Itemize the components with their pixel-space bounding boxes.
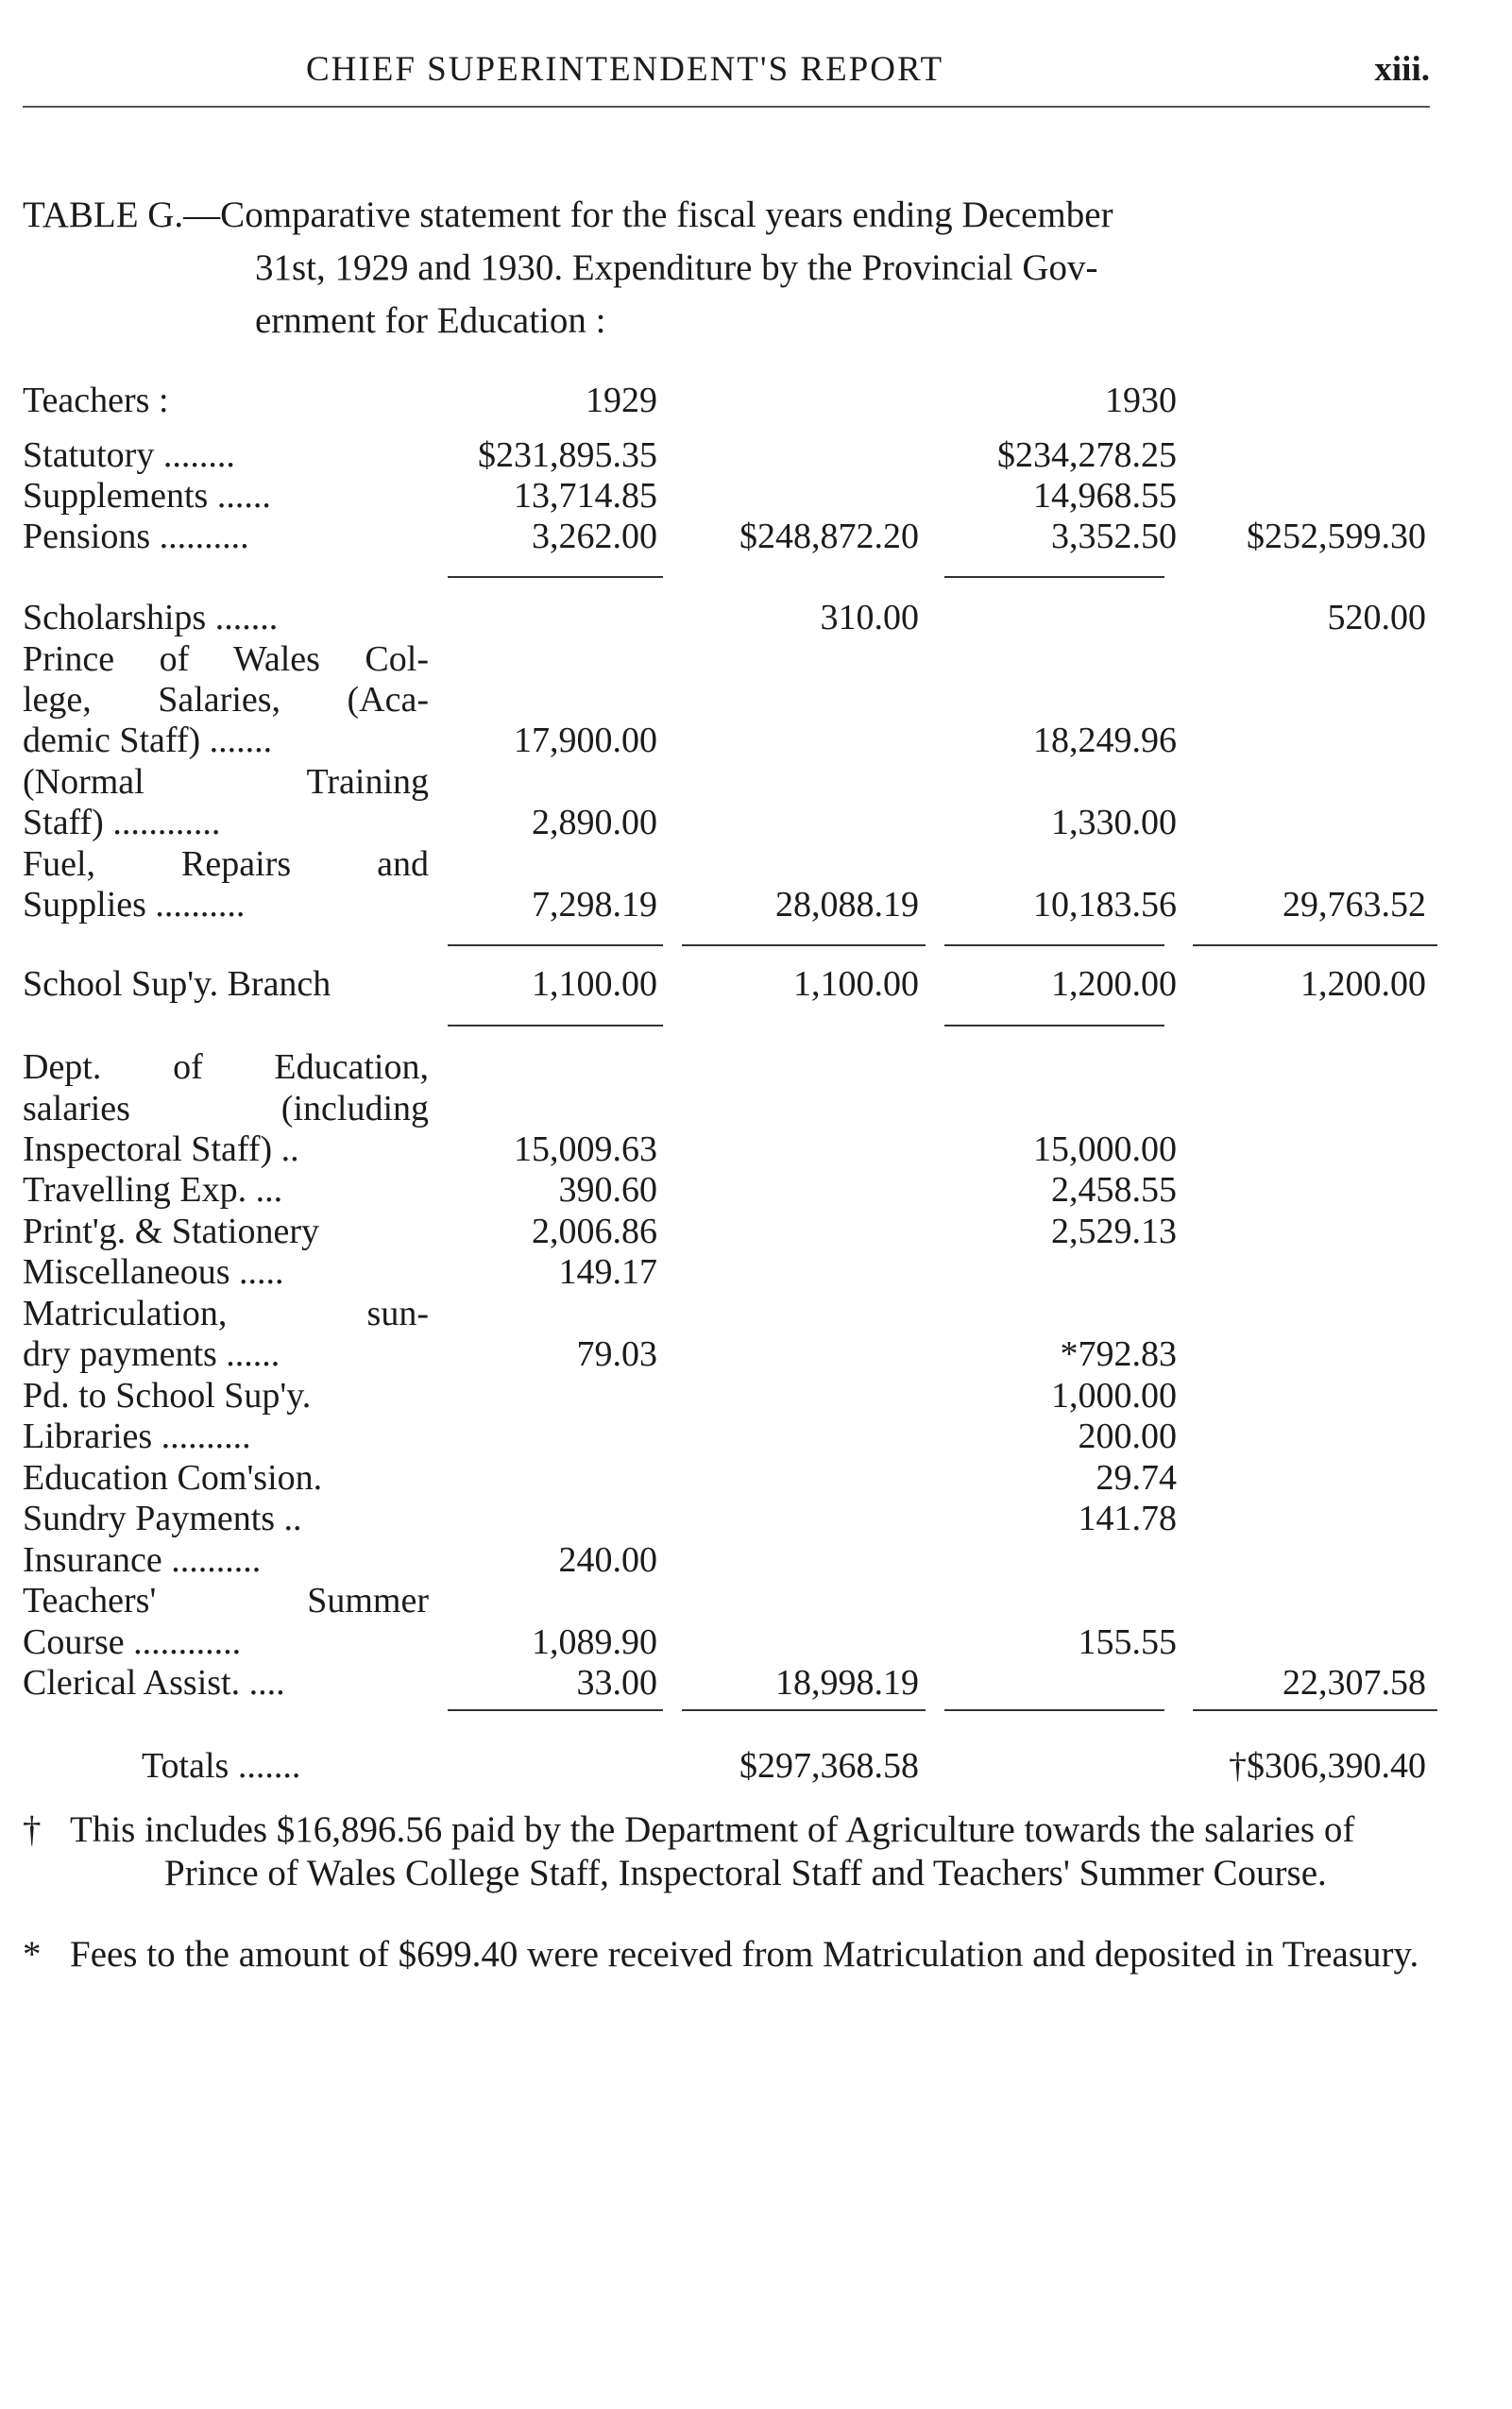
sum-rule [944,1025,1164,1026]
row-value-c2: 1,100.00 [793,964,919,1004]
row-label: Libraries .......... [23,1417,251,1456]
row-label: Course ............ [23,1622,242,1662]
row-value-c3: 1,330.00 [1051,803,1177,842]
row-label: Pensions .......... [23,517,249,556]
row-value-c1: 2,006.86 [532,1212,657,1251]
row-label: Travelling Exp. ... [23,1170,283,1210]
row-label: Supplements ...... [23,476,271,516]
row-value-c3: 1,200.00 [1051,964,1177,1004]
sum-rule [944,1709,1164,1711]
row-value-c3: 200.00 [1078,1417,1177,1456]
row-value-c1: 1,100.00 [532,964,657,1004]
row-value-c1: 13,714.85 [514,476,657,516]
asterisk-mark: * [23,1934,42,1975]
table-caption [23,189,1430,348]
row-label: School Sup'y. Branch [23,964,331,1004]
row-value-c4: 22,307.58 [1283,1663,1426,1703]
row-label: salaries (including [23,1089,429,1128]
sum-rule [448,944,663,946]
header-rule [23,106,1430,108]
row-value-c1: 149.17 [558,1252,657,1292]
sum-rule [1193,944,1437,946]
row-value-c3: *792.83 [1060,1334,1177,1374]
sum-rule [944,576,1164,578]
row-value-c1: 15,009.63 [514,1129,657,1169]
row-label: Staff) ............ [23,803,221,842]
row-value-c3: 18,249.96 [1033,721,1177,760]
row-value-c4: $252,599.30 [1247,517,1426,556]
row-value-c3: 3,352.50 [1051,517,1177,556]
totals-label: Totals ....... [142,1746,301,1786]
row-label: Pd. to School Sup'y. [23,1376,312,1416]
running-title: CHIEF SUPERINTENDENT'S REPORT [306,50,944,89]
row-value-c1: 390.60 [558,1170,657,1210]
row-value-c3: 1,000.00 [1051,1376,1177,1416]
row-label: Insurance .......... [23,1540,262,1580]
row-label: dry payments ...... [23,1334,280,1374]
sum-rule [448,1709,663,1711]
caption-line-2: 31st, 1929 and 1930. Expenditure by the Provincial Gov- [255,247,1098,288]
row-label: Sundry Payments .. [23,1499,302,1538]
sum-rule [944,944,1164,946]
totals-1930: †$306,390.40 [1229,1746,1426,1786]
row-value-c3: 15,000.00 [1033,1129,1177,1169]
row-label: demic Staff) ....... [23,721,273,760]
sum-rule [682,1709,926,1711]
row-value-c2: 18,998.19 [775,1663,919,1703]
row-value-c1: 1,089.90 [532,1622,657,1662]
caption-line-3: ernment for Education : [255,300,606,341]
footnotes [23,1808,1430,2014]
page-number: xiii. [1374,50,1430,89]
row-label: Inspectoral Staff) .. [23,1129,299,1169]
dagger-mark: † [23,1809,42,1850]
totals-1929: $297,368.58 [739,1746,919,1786]
row-label: Education Com'sion. [23,1458,323,1498]
caption-line-1: TABLE G.—Comparative statement for the fiscal years ending December [23,195,1113,235]
row-label: Miscellaneous ..... [23,1252,284,1292]
row-value-c3: 2,458.55 [1051,1170,1177,1210]
sum-rule [448,576,663,578]
sum-rule [1193,1709,1437,1711]
footnote-dagger [23,1808,1430,1895]
row-value-c1: 79.03 [576,1334,657,1374]
row-label: Teachers' Summer [23,1581,429,1620]
row-value-c1: 33.00 [576,1663,657,1703]
row-label: (Normal Training [23,762,429,802]
row-label: lege, Salaries, (Aca- [23,680,429,720]
row-value-c3: 14,968.55 [1033,476,1177,516]
footnote-asterisk [23,1933,1430,1976]
row-value-c1: 3,262.00 [532,517,657,556]
row-label: Print'g. & Stationery [23,1212,320,1251]
row-value-c2: 310.00 [820,598,919,637]
row-value-c1: $231,895.35 [478,435,657,475]
row-value-c4: 520.00 [1327,598,1426,637]
row-label: Scholarships ....... [23,598,279,637]
row-value-c1: 7,298.19 [532,885,657,925]
row-value-c3: 141.78 [1078,1499,1177,1538]
row-value-c3: 2,529.13 [1051,1212,1177,1251]
row-value-c3: $234,278.25 [997,435,1177,475]
row-value-c4: 1,200.00 [1300,964,1426,1004]
row-value-c1: 2,890.00 [532,803,657,842]
row-label: Dept. of Education, [23,1047,429,1087]
row-value-c3: 10,183.56 [1033,885,1177,925]
row-value-c2: $248,872.20 [739,517,919,556]
sum-rule [448,1025,663,1026]
row-label: Fuel, Repairs and [23,844,429,884]
row-value-c2: 28,088.19 [775,885,919,925]
row-value-c4: 29,763.52 [1283,885,1426,925]
row-value-c3: 155.55 [1078,1622,1177,1662]
row-label: Statutory ........ [23,435,235,475]
year-1929-header: 1929 [586,381,657,420]
year-1930-header: 1930 [1105,381,1177,420]
footnote-dagger-text: This includes $16,896.56 paid by the Department of Agriculture towards the salaries of Prince of Wales College Staff, Inspectoral Staff and Teachers' Summer Course. [70,1809,1355,1893]
footnote-asterisk-text: Fees to the amount of $699.40 were received from Matriculation and deposited in Treasury. [70,1934,1419,1975]
sum-rule [682,944,926,946]
row-value-c1: 17,900.00 [514,721,657,760]
row-label: Matriculation, sun- [23,1294,429,1333]
row-label: Clerical Assist. .... [23,1663,285,1703]
row-value-c3: 29.74 [1096,1458,1177,1498]
teachers-label: Teachers : [23,381,169,420]
row-label: Supplies .......... [23,885,246,925]
page-header [23,38,1430,113]
row-value-c1: 240.00 [558,1540,657,1580]
row-label: Prince of Wales Col- [23,639,429,679]
